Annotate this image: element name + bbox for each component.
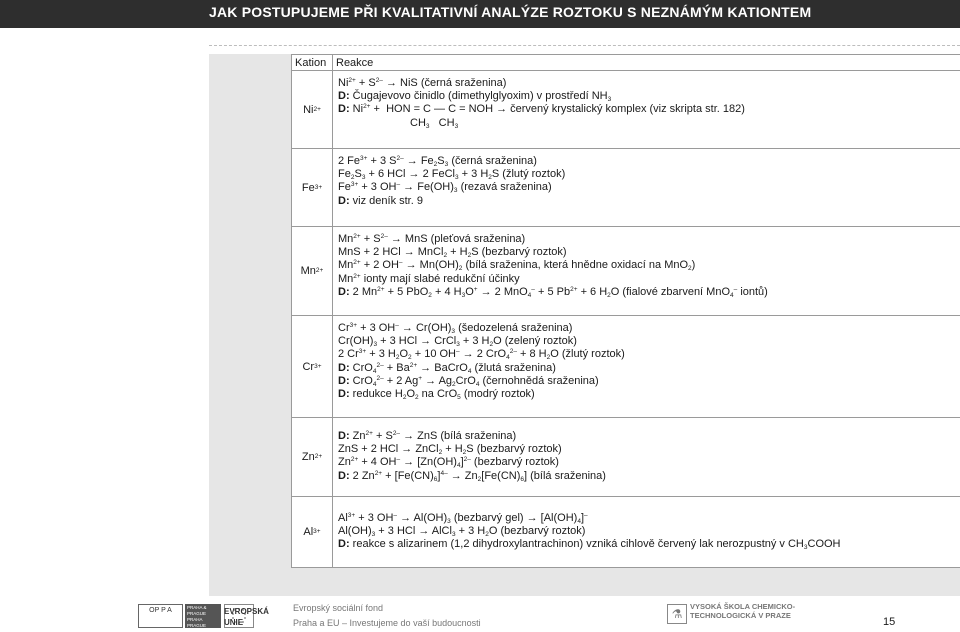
praha-eu-text: Praha a EU – Investujeme do vaší budoucnosti: [293, 618, 481, 628]
table-row-mn: [291, 226, 960, 316]
table-header-row: [291, 54, 960, 71]
table-row-ni: [291, 70, 960, 149]
page-number: 15: [883, 616, 896, 628]
reakce-cell: $Cr^{3+} + 3$ $OH^- \to Cr(OH)_3$ (šedozelená sraženina) $Cr(OH)_3 + 3$ HCl → CrCl$_3$ + 3 $H_2O$ (zelený roztok) 2 $Cr^{3+} + 3$ $H_2O_2 + 10$ OH– → 2 CrO$_4^{2-}$ + 8 $H_2O$ (žlutý roztok) D: $CrO_4^{2-} + Ba^{2+}$ → BaCrO$_4$ (žlutá sraženina) D: CrO$_4^{2-}$ + 2 $Ag^+ \to Ag_2CrO_4$ (černohnědá sraženina) D: redukce $H_2O_2$ na CrO$_5$ (modrý roztok): [338, 322, 625, 401]
table-row-cr: [291, 315, 960, 418]
kation-cell: Mn 2+: [292, 227, 333, 315]
reakce-cell: 2 $Fe^{3+} + 3$ $S^{2-} \to Fe_2S_3$ (černá sraženina) $Fe_2S_3 + 6$ HCl → 2 FeCl$_3$ + 3 $H_2S$ (žlutý roztok) $Fe^{3+} + 3$ $OH^- \to Fe(OH)_3$ (rezavá sraženina) D: viz deník str. 9: [338, 155, 566, 207]
reakce-cell: $Ni^{2+} + S^{2-}$ → NiS (černá sraženina) D: Čugajevovo činidlo (dimethylglyoxim) v prostředí $NH_3$ D: $Ni^{2+}$ + HON = C — C = NOH → červený krystalický komplex (viz skripta str. 182) $CH_3$ $CH_3$: [338, 77, 745, 130]
page-title: JAK POSTUPUJEME PŘI KVALITATIVNÍ ANALÝZE ROZTOKU S NEZNÁMÝM KATIONTEM: [209, 4, 812, 20]
vscht-label: VYSOKÁ ŠKOLA CHEMICKO-TECHNOLOGICKÁ V PRAZE: [690, 602, 796, 620]
dashed-divider: [209, 45, 960, 46]
table-row-zn: [291, 417, 960, 497]
reakce-cell: D: $Zn^{2+} + S^{2-}$ → ZnS (bílá sraženina) ZnS + 2 HCl → ZnCl$_2$ + $H_2S$ (bezbarvý roztok) $Zn^{2+} + 4$ $OH^- \to [Zn(OH)_4]^{2-}$ (bezbarvý roztok) D: 2 $Zn^{2+} + [Fe(CN)_6]^{4-} \to Zn_2[Fe(CN)_6]$ (bílá sraženina): [338, 430, 606, 483]
reakce-cell: $Mn^{2+} + S^{2-}$ → MnS (pleťová sraženina) MnS + 2 HCl → MnCl$_2$ + $H_2S$ (bezbarvý roztok) $Mn^{2+} + 2$ $OH^- \to Mn(OH)_2$ (bílá sraženina, která hnědne oxidací na MnO$_2$) $Mn^{2+}$ ionty mají slabé redukční účinky D: 2 $Mn^{2+} + 5$ PbO$_2$ + 4 $H_3O^+ \to 2$ MnO$_4$– + 5 $Pb^{2+} + 6$ $H_2O$ (fialové zbarvení MnO$_4$– iontů): [338, 233, 768, 299]
esf-text: Evropský sociální fond: [293, 603, 384, 613]
kation-cell: Ni 2+: [292, 71, 333, 148]
opp-logo: OP P A: [138, 604, 183, 628]
praha-logo: PRAHA & PRAGUE PRAHA PRAGUE: [185, 604, 221, 628]
kation-cell: Fe 3+: [292, 149, 333, 226]
table-row-al: [291, 496, 960, 568]
table-row-fe: [291, 148, 960, 227]
reakce-cell: $Al^{3+} + 3$ $OH^- \to Al(OH)_3$ (bezbarvý $gel) \to [Al(OH)_4]^-$ $Al(OH)_3 + 3$ HCl → AlCl$_3$ + 3 $H_2O$ (bezbarvý roztok) D: reakce s alizarinem (1,2 dihydroxylantrachinon) vzniká cihlově červený lak nerozpustný v $CH_3COOH$: [338, 512, 841, 552]
kation-header: Kation: [292, 55, 333, 70]
kation-cell: Zn 2+: [292, 418, 333, 496]
vscht-logo-icon: ⚗: [667, 604, 687, 624]
kation-cell: Cr 3+: [292, 316, 333, 417]
kation-cell: Al 3+: [292, 497, 333, 567]
eu-label: EVROPSKÁ UNIE: [224, 607, 269, 627]
reakce-header: Reakce: [336, 57, 374, 69]
